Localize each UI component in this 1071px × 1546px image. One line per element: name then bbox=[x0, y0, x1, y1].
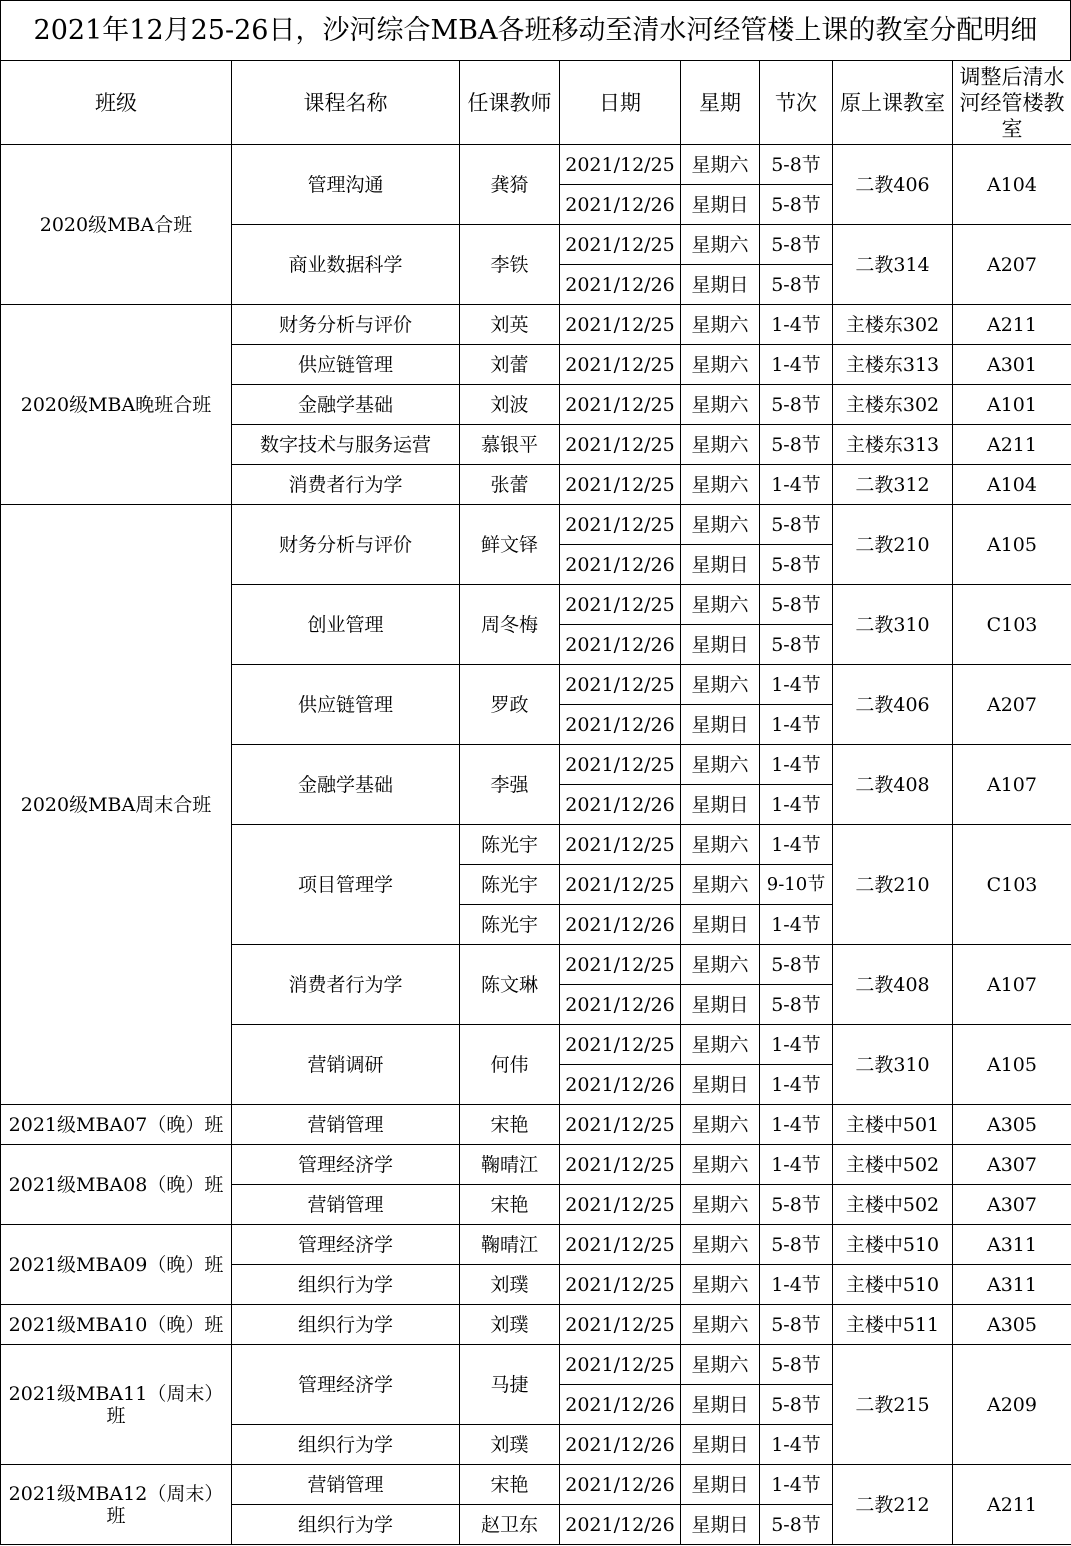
class-cell: 2021级MBA10（晚）班 bbox=[1, 1305, 232, 1345]
teacher-cell: 刘波 bbox=[460, 385, 560, 425]
weekday-cell: 星期日 bbox=[681, 1385, 760, 1425]
period-cell: 5-8节 bbox=[760, 1185, 833, 1225]
date-cell: 2021/12/25 bbox=[560, 345, 681, 385]
period-cell: 1-4节 bbox=[760, 1025, 833, 1065]
new-room-cell: A105 bbox=[953, 505, 1071, 585]
teacher-cell: 陈光宇 bbox=[460, 825, 560, 865]
orig-room-cell: 二教406 bbox=[833, 665, 953, 745]
schedule-table bbox=[0, 60, 1071, 1545]
teacher-cell: 宋艳 bbox=[460, 1105, 560, 1145]
header-weekday: 星期 bbox=[681, 61, 760, 145]
course-cell: 数字技术与服务运营 bbox=[232, 425, 460, 465]
weekday-cell: 星期日 bbox=[681, 1505, 760, 1545]
header-row bbox=[1, 61, 1071, 145]
new-room-cell: A105 bbox=[953, 1025, 1071, 1105]
date-cell: 2021/12/25 bbox=[560, 745, 681, 785]
teacher-cell: 龚猗 bbox=[460, 145, 560, 225]
course-cell: 营销管理 bbox=[232, 1185, 460, 1225]
new-room-cell: A211 bbox=[953, 305, 1071, 345]
course-cell: 组织行为学 bbox=[232, 1505, 460, 1545]
table-row bbox=[1, 1105, 1071, 1145]
date-cell: 2021/12/26 bbox=[560, 185, 681, 225]
table-row bbox=[1, 305, 1071, 345]
date-cell: 2021/12/26 bbox=[560, 1385, 681, 1425]
orig-room-cell: 主楼中501 bbox=[833, 1105, 953, 1145]
period-cell: 1-4节 bbox=[760, 305, 833, 345]
period-cell: 1-4节 bbox=[760, 1425, 833, 1465]
header-period: 节次 bbox=[760, 61, 833, 145]
new-room-cell: A305 bbox=[953, 1305, 1071, 1345]
table-row bbox=[1, 1145, 1071, 1185]
new-room-cell: A311 bbox=[953, 1265, 1071, 1305]
class-cell: 2021级MBA09（晚）班 bbox=[1, 1225, 232, 1305]
teacher-cell: 宋艳 bbox=[460, 1185, 560, 1225]
date-cell: 2021/12/25 bbox=[560, 1145, 681, 1185]
date-cell: 2021/12/26 bbox=[560, 545, 681, 585]
class-cell: 2020级MBA周末合班 bbox=[1, 505, 232, 1105]
new-room-cell: A101 bbox=[953, 385, 1071, 425]
weekday-cell: 星期六 bbox=[681, 1025, 760, 1065]
teacher-cell: 李强 bbox=[460, 745, 560, 825]
period-cell: 1-4节 bbox=[760, 665, 833, 705]
date-cell: 2021/12/25 bbox=[560, 1305, 681, 1345]
teacher-cell: 陈光宇 bbox=[460, 865, 560, 905]
table-body bbox=[1, 61, 1071, 1545]
period-cell: 1-4节 bbox=[760, 1145, 833, 1185]
new-room-cell: A209 bbox=[953, 1345, 1071, 1465]
orig-room-cell: 二教314 bbox=[833, 225, 953, 305]
period-cell: 1-4节 bbox=[760, 905, 833, 945]
new-room-cell: A107 bbox=[953, 745, 1071, 825]
date-cell: 2021/12/25 bbox=[560, 465, 681, 505]
orig-room-cell: 二教312 bbox=[833, 465, 953, 505]
weekday-cell: 星期六 bbox=[681, 345, 760, 385]
teacher-cell: 慕银平 bbox=[460, 425, 560, 465]
header-orig-room: 原上课教室 bbox=[833, 61, 953, 145]
course-cell: 项目管理学 bbox=[232, 825, 460, 945]
course-cell: 营销调研 bbox=[232, 1025, 460, 1105]
orig-room-cell: 二教210 bbox=[833, 825, 953, 945]
table-row bbox=[1, 145, 1071, 185]
orig-room-cell: 二教212 bbox=[833, 1465, 953, 1545]
teacher-cell: 鲜文铎 bbox=[460, 505, 560, 585]
course-cell: 金融学基础 bbox=[232, 745, 460, 825]
weekday-cell: 星期六 bbox=[681, 665, 760, 705]
period-cell: 5-8节 bbox=[760, 265, 833, 305]
table-row bbox=[1, 505, 1071, 545]
teacher-cell: 刘蕾 bbox=[460, 345, 560, 385]
date-cell: 2021/12/25 bbox=[560, 945, 681, 985]
orig-room-cell: 二教310 bbox=[833, 1025, 953, 1105]
new-room-cell: A305 bbox=[953, 1105, 1071, 1145]
period-cell: 1-4节 bbox=[760, 1065, 833, 1105]
weekday-cell: 星期日 bbox=[681, 545, 760, 585]
period-cell: 5-8节 bbox=[760, 145, 833, 185]
weekday-cell: 星期日 bbox=[681, 265, 760, 305]
teacher-cell: 鞠晴江 bbox=[460, 1145, 560, 1185]
new-room-cell: C103 bbox=[953, 825, 1071, 945]
teacher-cell: 鞠晴江 bbox=[460, 1225, 560, 1265]
orig-room-cell: 二教408 bbox=[833, 945, 953, 1025]
orig-room-cell: 主楼东302 bbox=[833, 385, 953, 425]
weekday-cell: 星期六 bbox=[681, 945, 760, 985]
table-row bbox=[1, 1225, 1071, 1265]
period-cell: 5-8节 bbox=[760, 945, 833, 985]
class-cell: 2020级MBA晚班合班 bbox=[1, 305, 232, 505]
date-cell: 2021/12/26 bbox=[560, 1065, 681, 1105]
class-cell: 2021级MBA12（周末）班 bbox=[1, 1465, 232, 1545]
teacher-cell: 马捷 bbox=[460, 1345, 560, 1425]
teacher-cell: 陈光宇 bbox=[460, 905, 560, 945]
date-cell: 2021/12/25 bbox=[560, 585, 681, 625]
date-cell: 2021/12/25 bbox=[560, 145, 681, 185]
weekday-cell: 星期六 bbox=[681, 505, 760, 545]
period-cell: 5-8节 bbox=[760, 1505, 833, 1545]
weekday-cell: 星期六 bbox=[681, 1225, 760, 1265]
orig-room-cell: 二教406 bbox=[833, 145, 953, 225]
teacher-cell: 张蕾 bbox=[460, 465, 560, 505]
teacher-cell: 李铁 bbox=[460, 225, 560, 305]
period-cell: 5-8节 bbox=[760, 425, 833, 465]
course-cell: 财务分析与评价 bbox=[232, 305, 460, 345]
date-cell: 2021/12/25 bbox=[560, 1025, 681, 1065]
course-cell: 营销管理 bbox=[232, 1465, 460, 1505]
period-cell: 9-10节 bbox=[760, 865, 833, 905]
date-cell: 2021/12/25 bbox=[560, 825, 681, 865]
class-cell: 2021级MBA08（晚）班 bbox=[1, 1145, 232, 1225]
date-cell: 2021/12/25 bbox=[560, 1265, 681, 1305]
date-cell: 2021/12/25 bbox=[560, 425, 681, 465]
new-room-cell: A307 bbox=[953, 1185, 1071, 1225]
period-cell: 5-8节 bbox=[760, 1305, 833, 1345]
orig-room-cell: 主楼中511 bbox=[833, 1305, 953, 1345]
weekday-cell: 星期六 bbox=[681, 1345, 760, 1385]
weekday-cell: 星期日 bbox=[681, 1425, 760, 1465]
weekday-cell: 星期日 bbox=[681, 185, 760, 225]
period-cell: 5-8节 bbox=[760, 1225, 833, 1265]
new-room-cell: A211 bbox=[953, 425, 1071, 465]
date-cell: 2021/12/26 bbox=[560, 705, 681, 745]
date-cell: 2021/12/26 bbox=[560, 265, 681, 305]
weekday-cell: 星期六 bbox=[681, 825, 760, 865]
teacher-cell: 赵卫东 bbox=[460, 1505, 560, 1545]
date-cell: 2021/12/25 bbox=[560, 865, 681, 905]
date-cell: 2021/12/26 bbox=[560, 625, 681, 665]
weekday-cell: 星期六 bbox=[681, 745, 760, 785]
course-cell: 管理经济学 bbox=[232, 1345, 460, 1425]
weekday-cell: 星期六 bbox=[681, 385, 760, 425]
new-room-cell: C103 bbox=[953, 585, 1071, 665]
date-cell: 2021/12/25 bbox=[560, 505, 681, 545]
teacher-cell: 刘璞 bbox=[460, 1265, 560, 1305]
date-cell: 2021/12/25 bbox=[560, 305, 681, 345]
weekday-cell: 星期六 bbox=[681, 465, 760, 505]
course-cell: 消费者行为学 bbox=[232, 465, 460, 505]
period-cell: 1-4节 bbox=[760, 465, 833, 505]
course-cell: 管理沟通 bbox=[232, 145, 460, 225]
orig-room-cell: 主楼东313 bbox=[833, 345, 953, 385]
new-room-cell: A107 bbox=[953, 945, 1071, 1025]
table-row bbox=[1, 1465, 1071, 1505]
course-cell: 供应链管理 bbox=[232, 345, 460, 385]
date-cell: 2021/12/25 bbox=[560, 1185, 681, 1225]
period-cell: 1-4节 bbox=[760, 825, 833, 865]
weekday-cell: 星期六 bbox=[681, 1105, 760, 1145]
period-cell: 1-4节 bbox=[760, 785, 833, 825]
orig-room-cell: 主楼东302 bbox=[833, 305, 953, 345]
weekday-cell: 星期六 bbox=[681, 585, 760, 625]
teacher-cell: 宋艳 bbox=[460, 1465, 560, 1505]
header-new-room: 调整后清水河经管楼教室 bbox=[953, 61, 1071, 145]
weekday-cell: 星期日 bbox=[681, 785, 760, 825]
period-cell: 5-8节 bbox=[760, 185, 833, 225]
weekday-cell: 星期六 bbox=[681, 1305, 760, 1345]
new-room-cell: A207 bbox=[953, 665, 1071, 745]
orig-room-cell: 二教215 bbox=[833, 1345, 953, 1465]
course-cell: 管理经济学 bbox=[232, 1225, 460, 1265]
teacher-cell: 刘英 bbox=[460, 305, 560, 345]
orig-room-cell: 二教408 bbox=[833, 745, 953, 825]
course-cell: 金融学基础 bbox=[232, 385, 460, 425]
weekday-cell: 星期日 bbox=[681, 985, 760, 1025]
new-room-cell: A104 bbox=[953, 465, 1071, 505]
period-cell: 1-4节 bbox=[760, 345, 833, 385]
period-cell: 5-8节 bbox=[760, 1385, 833, 1425]
header-teacher: 任课教师 bbox=[460, 61, 560, 145]
weekday-cell: 星期日 bbox=[681, 905, 760, 945]
course-cell: 创业管理 bbox=[232, 585, 460, 665]
teacher-cell: 陈文琳 bbox=[460, 945, 560, 1025]
weekday-cell: 星期六 bbox=[681, 1185, 760, 1225]
header-class: 班级 bbox=[1, 61, 232, 145]
sheet-title: 2021年12月25-26日，沙河综合MBA各班移动至清水河经管楼上课的教室分配明细 bbox=[0, 0, 1071, 60]
weekday-cell: 星期六 bbox=[681, 865, 760, 905]
orig-room-cell: 二教210 bbox=[833, 505, 953, 585]
orig-room-cell: 主楼中510 bbox=[833, 1225, 953, 1265]
date-cell: 2021/12/25 bbox=[560, 1225, 681, 1265]
teacher-cell: 刘璞 bbox=[460, 1305, 560, 1345]
date-cell: 2021/12/26 bbox=[560, 1505, 681, 1545]
period-cell: 1-4节 bbox=[760, 705, 833, 745]
class-cell: 2020级MBA合班 bbox=[1, 145, 232, 305]
course-cell: 管理经济学 bbox=[232, 1145, 460, 1185]
period-cell: 5-8节 bbox=[760, 505, 833, 545]
weekday-cell: 星期六 bbox=[681, 305, 760, 345]
weekday-cell: 星期日 bbox=[681, 1065, 760, 1105]
header-course: 课程名称 bbox=[232, 61, 460, 145]
course-cell: 营销管理 bbox=[232, 1105, 460, 1145]
new-room-cell: A301 bbox=[953, 345, 1071, 385]
date-cell: 2021/12/26 bbox=[560, 1425, 681, 1465]
weekday-cell: 星期六 bbox=[681, 225, 760, 265]
weekday-cell: 星期六 bbox=[681, 1265, 760, 1305]
course-cell: 商业数据科学 bbox=[232, 225, 460, 305]
date-cell: 2021/12/25 bbox=[560, 385, 681, 425]
period-cell: 5-8节 bbox=[760, 385, 833, 425]
new-room-cell: A307 bbox=[953, 1145, 1071, 1185]
course-cell: 组织行为学 bbox=[232, 1305, 460, 1345]
course-cell: 财务分析与评价 bbox=[232, 505, 460, 585]
date-cell: 2021/12/25 bbox=[560, 665, 681, 705]
new-room-cell: A104 bbox=[953, 145, 1071, 225]
class-cell: 2021级MBA07（晚）班 bbox=[1, 1105, 232, 1145]
weekday-cell: 星期日 bbox=[681, 705, 760, 745]
weekday-cell: 星期日 bbox=[681, 1465, 760, 1505]
period-cell: 1-4节 bbox=[760, 745, 833, 785]
orig-room-cell: 主楼中502 bbox=[833, 1185, 953, 1225]
new-room-cell: A211 bbox=[953, 1465, 1071, 1545]
date-cell: 2021/12/26 bbox=[560, 785, 681, 825]
course-cell: 组织行为学 bbox=[232, 1425, 460, 1465]
new-room-cell: A311 bbox=[953, 1225, 1071, 1265]
weekday-cell: 星期六 bbox=[681, 425, 760, 465]
period-cell: 5-8节 bbox=[760, 545, 833, 585]
orig-room-cell: 主楼中502 bbox=[833, 1145, 953, 1185]
teacher-cell: 周冬梅 bbox=[460, 585, 560, 665]
period-cell: 5-8节 bbox=[760, 985, 833, 1025]
date-cell: 2021/12/26 bbox=[560, 985, 681, 1025]
orig-room-cell: 主楼中510 bbox=[833, 1265, 953, 1305]
date-cell: 2021/12/25 bbox=[560, 1105, 681, 1145]
date-cell: 2021/12/25 bbox=[560, 1345, 681, 1385]
period-cell: 5-8节 bbox=[760, 585, 833, 625]
date-cell: 2021/12/26 bbox=[560, 1465, 681, 1505]
course-cell: 消费者行为学 bbox=[232, 945, 460, 1025]
date-cell: 2021/12/26 bbox=[560, 905, 681, 945]
teacher-cell: 何伟 bbox=[460, 1025, 560, 1105]
course-cell: 组织行为学 bbox=[232, 1265, 460, 1305]
weekday-cell: 星期六 bbox=[681, 145, 760, 185]
period-cell: 1-4节 bbox=[760, 1465, 833, 1505]
orig-room-cell: 二教310 bbox=[833, 585, 953, 665]
course-cell: 供应链管理 bbox=[232, 665, 460, 745]
weekday-cell: 星期六 bbox=[681, 1145, 760, 1185]
new-room-cell: A207 bbox=[953, 225, 1071, 305]
date-cell: 2021/12/25 bbox=[560, 225, 681, 265]
table-row bbox=[1, 1305, 1071, 1345]
period-cell: 5-8节 bbox=[760, 1345, 833, 1385]
teacher-cell: 刘璞 bbox=[460, 1425, 560, 1465]
period-cell: 1-4节 bbox=[760, 1105, 833, 1145]
period-cell: 1-4节 bbox=[760, 1265, 833, 1305]
class-cell: 2021级MBA11（周末）班 bbox=[1, 1345, 232, 1465]
teacher-cell: 罗政 bbox=[460, 665, 560, 745]
period-cell: 5-8节 bbox=[760, 625, 833, 665]
table-row bbox=[1, 1345, 1071, 1385]
header-date: 日期 bbox=[560, 61, 681, 145]
weekday-cell: 星期日 bbox=[681, 625, 760, 665]
period-cell: 5-8节 bbox=[760, 225, 833, 265]
orig-room-cell: 主楼东313 bbox=[833, 425, 953, 465]
